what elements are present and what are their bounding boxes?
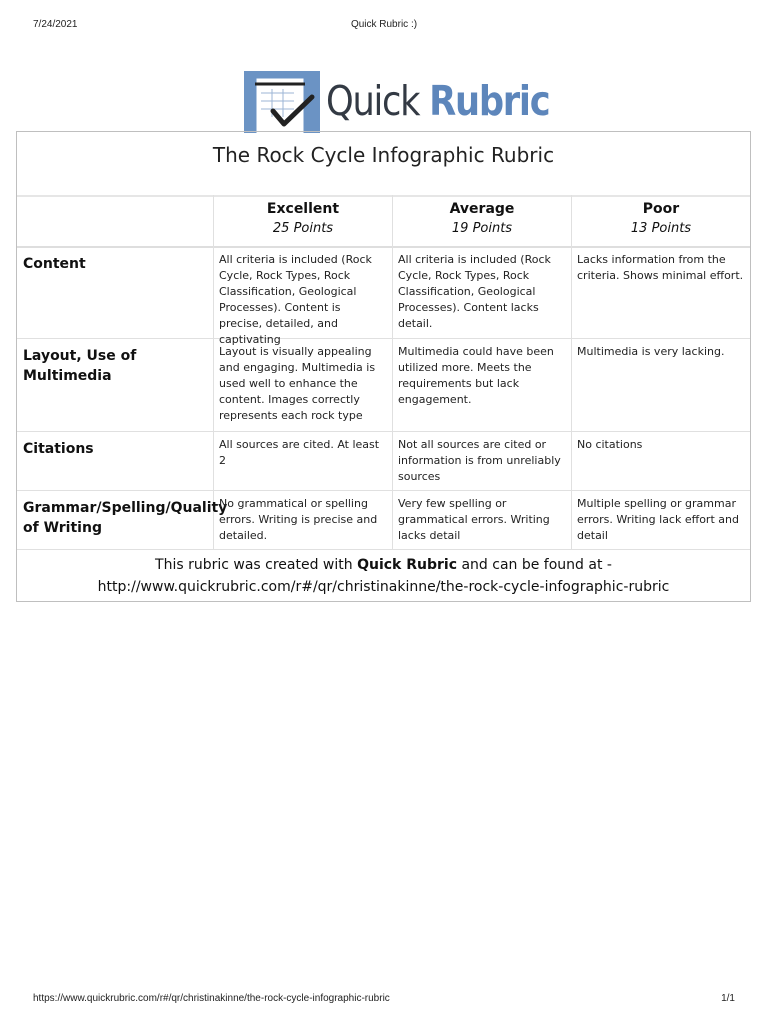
criterion-description: Not all sources are cited or information is from unreliably sources <box>398 438 561 483</box>
criterion-description: All criteria is included (Rock Cycle, Rock Types, Rock Classification, Geological Processes). Content lacks detail. <box>398 253 551 330</box>
credit-brand: Quick Rubric <box>357 557 458 573</box>
level-points: 25 Points <box>272 221 334 236</box>
print-url: https://www.quickrubric.com/r#/qr/christinakinne/the-rock-cycle-infographic-rubric <box>33 993 390 1004</box>
credit-suffix: and can be found at - <box>461 557 612 573</box>
page-number: 1/1 <box>721 993 735 1004</box>
criterion-description: Very few spelling or grammatical errors. Writing lacks detail <box>398 497 550 542</box>
criterion-description: No citations <box>577 438 643 451</box>
criterion-description: All sources are cited. At least 2 <box>219 438 380 467</box>
corner-cell <box>17 195 214 246</box>
credit-prefix: This rubric was created with <box>155 557 353 573</box>
print-footer <box>33 993 735 1007</box>
rubric-title: The Rock Cycle Infographic Rubric <box>17 132 750 197</box>
criterion-description: All criteria is included (Rock Cycle, Rock Types, Rock Classification, Geological Processes). Content is precise, detailed, and captivating <box>219 253 372 346</box>
level-points: 19 Points <box>451 221 513 236</box>
levels-header-row <box>17 195 750 248</box>
rubric-url[interactable]: http://www.quickrubric.com/r#/qr/christinakinne/the-rock-cycle-infographic-rubric <box>97 579 670 595</box>
criterion-description: Multiple spelling or grammar errors. Writing lack effort and detail <box>577 497 739 542</box>
print-date: 7/24/2021 <box>33 19 78 30</box>
logo-word-rubric: Rubric <box>429 77 550 125</box>
rubric-checkmark-icon <box>244 71 320 133</box>
rubric-table <box>16 131 751 602</box>
criterion-description: No grammatical or spelling errors. Writing is precise and detailed. <box>219 497 378 542</box>
logo-wordmark <box>326 75 549 127</box>
level-header <box>214 195 393 246</box>
print-header <box>33 19 735 33</box>
level-points: 13 Points <box>630 221 692 236</box>
level-name: Excellent <box>266 201 340 217</box>
print-title: Quick Rubric :) <box>350 19 418 30</box>
criterion-description: Multimedia could have been utilized more. Meets the requirements but lack engagement. <box>398 345 554 406</box>
level-name: Average <box>449 201 515 217</box>
criterion-description: Multimedia is very lacking. <box>577 345 725 358</box>
quick-rubric-logo <box>244 71 550 133</box>
criterion-name: Grammar/Spelling/Quality of Writing <box>23 500 228 536</box>
criterion-description: Layout is visually appealing and engaging. Multimedia is used well to enhance the content. Images correctly represents each rock type <box>219 345 376 422</box>
criterion-row <box>17 431 750 491</box>
level-header <box>393 195 572 246</box>
rubric-credit <box>17 550 750 602</box>
criterion-description: Lacks information from the criteria. Shows minimal effort. <box>577 253 744 282</box>
criterion-name: Citations <box>23 441 94 457</box>
level-header <box>572 195 750 246</box>
criterion-row <box>17 338 750 432</box>
criterion-row <box>17 490 750 550</box>
level-name: Poor <box>642 201 680 217</box>
logo-word-quick: Quick <box>326 77 420 125</box>
criterion-name: Layout, Use of Multimedia <box>23 348 137 384</box>
criterion-row <box>17 246 750 346</box>
criterion-name: Content <box>23 256 86 272</box>
